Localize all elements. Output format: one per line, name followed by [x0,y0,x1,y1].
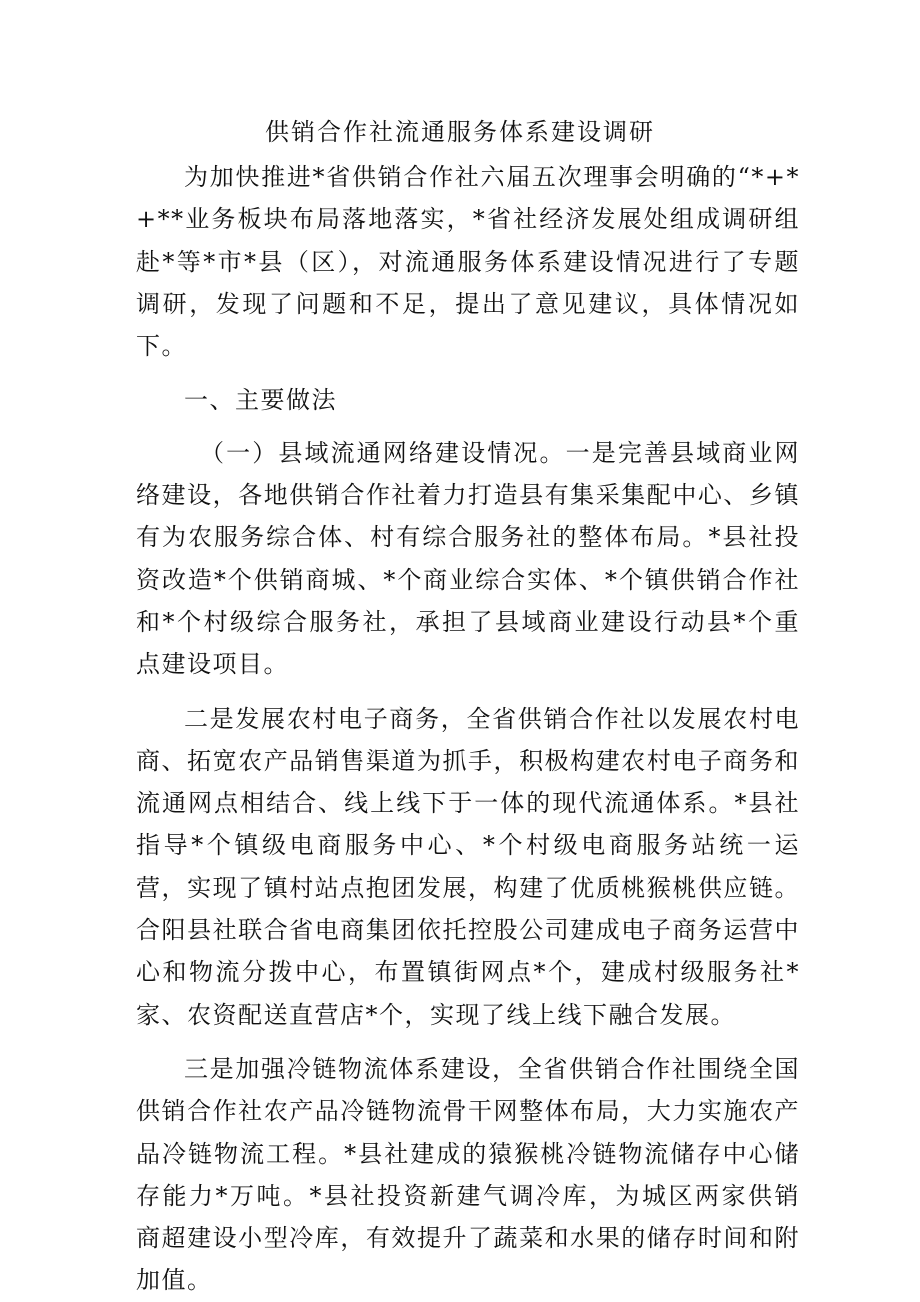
paragraph-rural-ecommerce: 二是发展农村电子商务，全省供销合作社以发展农村电商、拓宽农产品销售渠道为抓手，积极构建农村电子商务和流通网点相结合、线上线下于一体的现代流通体系。*县社指导*个镇级电商服务中心、*个村级电商服务站统一运营，实现了镇村站点抱团发展，构建了优质桃猴桃供应链。合阳县社联合省电商集团依托控股公司建成电子商务运营中心和物流分拨中心，布置镇街网点*个，建成村级服务社*家、农资配送直营店*个，实现了线上线下融合发展。 [136,704,800,1029]
paragraph-cold-chain: 三是加强冷链物流体系建设，全省供销合作社围绕全国供销合作社农产品冷链物流骨干网整体布局，大力实施农产品冷链物流工程。*县社建成的猿猴桃冷链物流储存中心储存能力*万吨。*县社投资新建气调冷库，为城区两家供销商超建设小型冷库，有效提升了蔬菜和水果的储存时间和附加值。 [136,1054,800,1295]
section-heading-main-practices: 一、主要做法 [184,386,337,415]
document-title: 供销合作社流通服务体系建设调研 [265,118,655,146]
subsection-paragraph-county-network: （一）县域流通网络建设情况。一是完善县域商业网络建设，各地供销合作社着力打造县有集采集配中心、乡镇有为农服务综合体、村有综合服务社的整体布局。*县社投资改造*个供销商城、*个商业综合实体、*个镇供销合作社和*个村级综合服务社，承担了县域商业建设行动县*个重点建设项目。 [136,438,800,679]
intro-paragraph: 为加快推进*省供销合作社六届五次理事会明确的“*+*+**业务板块布局落地落实，*省社经济发展处组成调研组赴*等*市*县（区），对流通服务体系建设情况进行了专题调研，发现了问题和不足，提出了意见建议，具体情况如下。 [136,163,800,361]
document-body [136,156,800,1302]
